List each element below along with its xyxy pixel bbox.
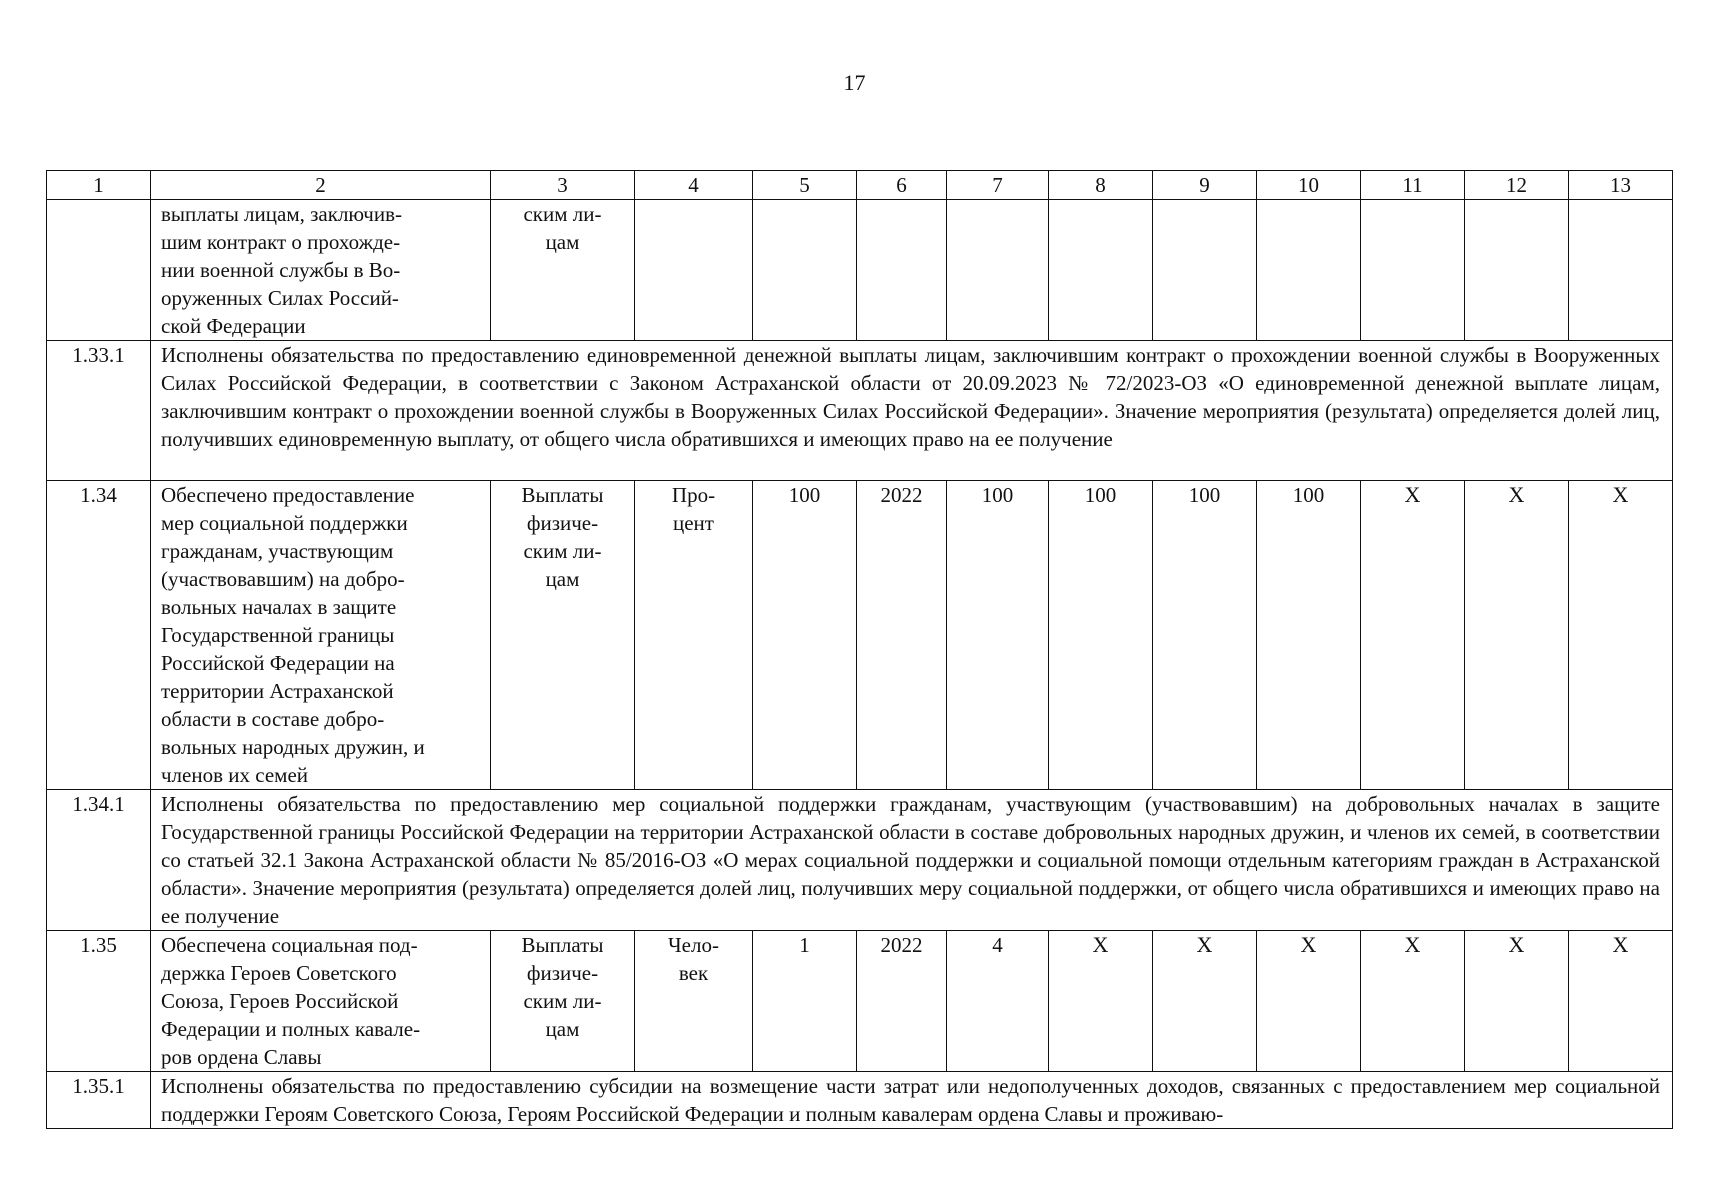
column-header: 1 bbox=[47, 171, 151, 200]
cell-col10: 100 bbox=[1257, 481, 1361, 790]
column-header: 7 bbox=[947, 171, 1049, 200]
cell-col13: X bbox=[1569, 931, 1673, 1072]
result-name: выплаты лицам, заключив- шим контракт о прохожде- нии военной службы в Во- оруженных Силах Россий- ской Федерации bbox=[151, 200, 491, 341]
table-row bbox=[47, 931, 1673, 1072]
table-row bbox=[47, 790, 1673, 931]
cell-col11: X bbox=[1361, 481, 1465, 790]
column-header: 13 bbox=[1569, 171, 1673, 200]
cell-col7: 4 bbox=[947, 931, 1049, 1072]
cell-col8: X bbox=[1049, 931, 1153, 1072]
cell-col10: X bbox=[1257, 931, 1361, 1072]
result-description: Исполнены обязательства по предоставлению мер социальной поддержки гражданам, участвующим (участвовавшим) на добровольных началах в защите Государственной границы Российской Федерации на территории Астраханской области в составе добровольных народных дружин, и членов их семей, в соответствии со статьей 32.1 Закона Астраханской области № 85/2016-ОЗ «О мерах социальной поддержки и социальной помощи отдельным категориям граждан в Астраханской области». Значение мероприятия (результата) определяется долей лиц, получивших меру социальной поддержки, от общего числа обратившихся и имеющих право на ее получение bbox=[151, 790, 1673, 931]
indicators-table bbox=[46, 170, 1673, 1129]
cell-col11 bbox=[1361, 200, 1465, 341]
table-row bbox=[47, 1072, 1673, 1129]
column-header: 9 bbox=[1153, 171, 1257, 200]
cell-col8 bbox=[1049, 200, 1153, 341]
row-number bbox=[47, 200, 151, 341]
cell-col12 bbox=[1465, 200, 1569, 341]
result-name: Обеспечена социальная под- держка Героев Советского Союза, Героев Российской Федерации и полных кавале- ров ордена Славы bbox=[151, 931, 491, 1072]
column-header: 5 bbox=[753, 171, 857, 200]
cell-col5: 1 bbox=[753, 931, 857, 1072]
table-row bbox=[47, 481, 1673, 790]
cell-col6: 2022 bbox=[857, 931, 947, 1072]
cell-col9 bbox=[1153, 200, 1257, 341]
result-type: Выплаты физиче- ским ли- цам bbox=[491, 481, 635, 790]
row-number: 1.35 bbox=[47, 931, 151, 1072]
result-type: Выплаты физиче- ским ли- цам bbox=[491, 931, 635, 1072]
cell-col7 bbox=[947, 200, 1049, 341]
result-type: ским ли- цам bbox=[491, 200, 635, 341]
cell-col12: X bbox=[1465, 931, 1569, 1072]
row-number: 1.35.1 bbox=[47, 1072, 151, 1129]
cell-col6: 2022 bbox=[857, 481, 947, 790]
column-header: 6 bbox=[857, 171, 947, 200]
cell-col12: X bbox=[1465, 481, 1569, 790]
unit-of-measure bbox=[635, 200, 753, 341]
cell-col9: 100 bbox=[1153, 481, 1257, 790]
cell-col7: 100 bbox=[947, 481, 1049, 790]
cell-col13 bbox=[1569, 200, 1673, 341]
column-header: 3 bbox=[491, 171, 635, 200]
column-header: 12 bbox=[1465, 171, 1569, 200]
cell-col5: 100 bbox=[753, 481, 857, 790]
column-header: 10 bbox=[1257, 171, 1361, 200]
result-name: Обеспечено предоставление мер социальной поддержки гражданам, участвующим (участвовавшим) на добро- вольных началах в защите Государственной границы Российской Федерации на территории Астраханской области в составе добро- вольных народных дружин, и членов их семей bbox=[151, 481, 491, 790]
unit-of-measure: Чело- век bbox=[635, 931, 753, 1072]
row-number: 1.33.1 bbox=[47, 341, 151, 481]
cell-col5 bbox=[753, 200, 857, 341]
page-number: 17 bbox=[843, 70, 866, 95]
column-header: 11 bbox=[1361, 171, 1465, 200]
result-description: Исполнены обязательства по предоставлению единовременной денежной выплаты лицам, заключившим контракт о прохождении военной службы в Вооруженных Силах Российской Федерации, в соответствии с Законом Астраханской области от 20.09.2023 № 72/2023-ОЗ «О единовременной денежной выплате лицам, заключившим контракт о прохождении военной службы в Вооруженных Силах Российской Федерации». Значение мероприятия (результата) определяется долей лиц, получивших единовременную выплату, от общего числа обратившихся и имеющих право на ее получение bbox=[151, 341, 1673, 481]
column-header: 2 bbox=[151, 171, 491, 200]
cell-col8: 100 bbox=[1049, 481, 1153, 790]
row-number: 1.34 bbox=[47, 481, 151, 790]
unit-of-measure: Про- цент bbox=[635, 481, 753, 790]
table-header-row bbox=[47, 171, 1673, 200]
cell-col11: X bbox=[1361, 931, 1465, 1072]
cell-col13: X bbox=[1569, 481, 1673, 790]
row-number: 1.34.1 bbox=[47, 790, 151, 931]
result-description: Исполнены обязательства по предоставлению субсидии на возмещение части затрат или недополученных доходов, связанных с предоставлением мер социальной поддержки Героям Советского Союза, Героям Российской Федерации и полным кавалерам ордена Славы и проживаю- bbox=[151, 1072, 1673, 1129]
cell-col9: X bbox=[1153, 931, 1257, 1072]
cell-col6 bbox=[857, 200, 947, 341]
table-row bbox=[47, 200, 1673, 341]
column-header: 4 bbox=[635, 171, 753, 200]
cell-col10 bbox=[1257, 200, 1361, 341]
table-row bbox=[47, 341, 1673, 481]
column-header: 8 bbox=[1049, 171, 1153, 200]
